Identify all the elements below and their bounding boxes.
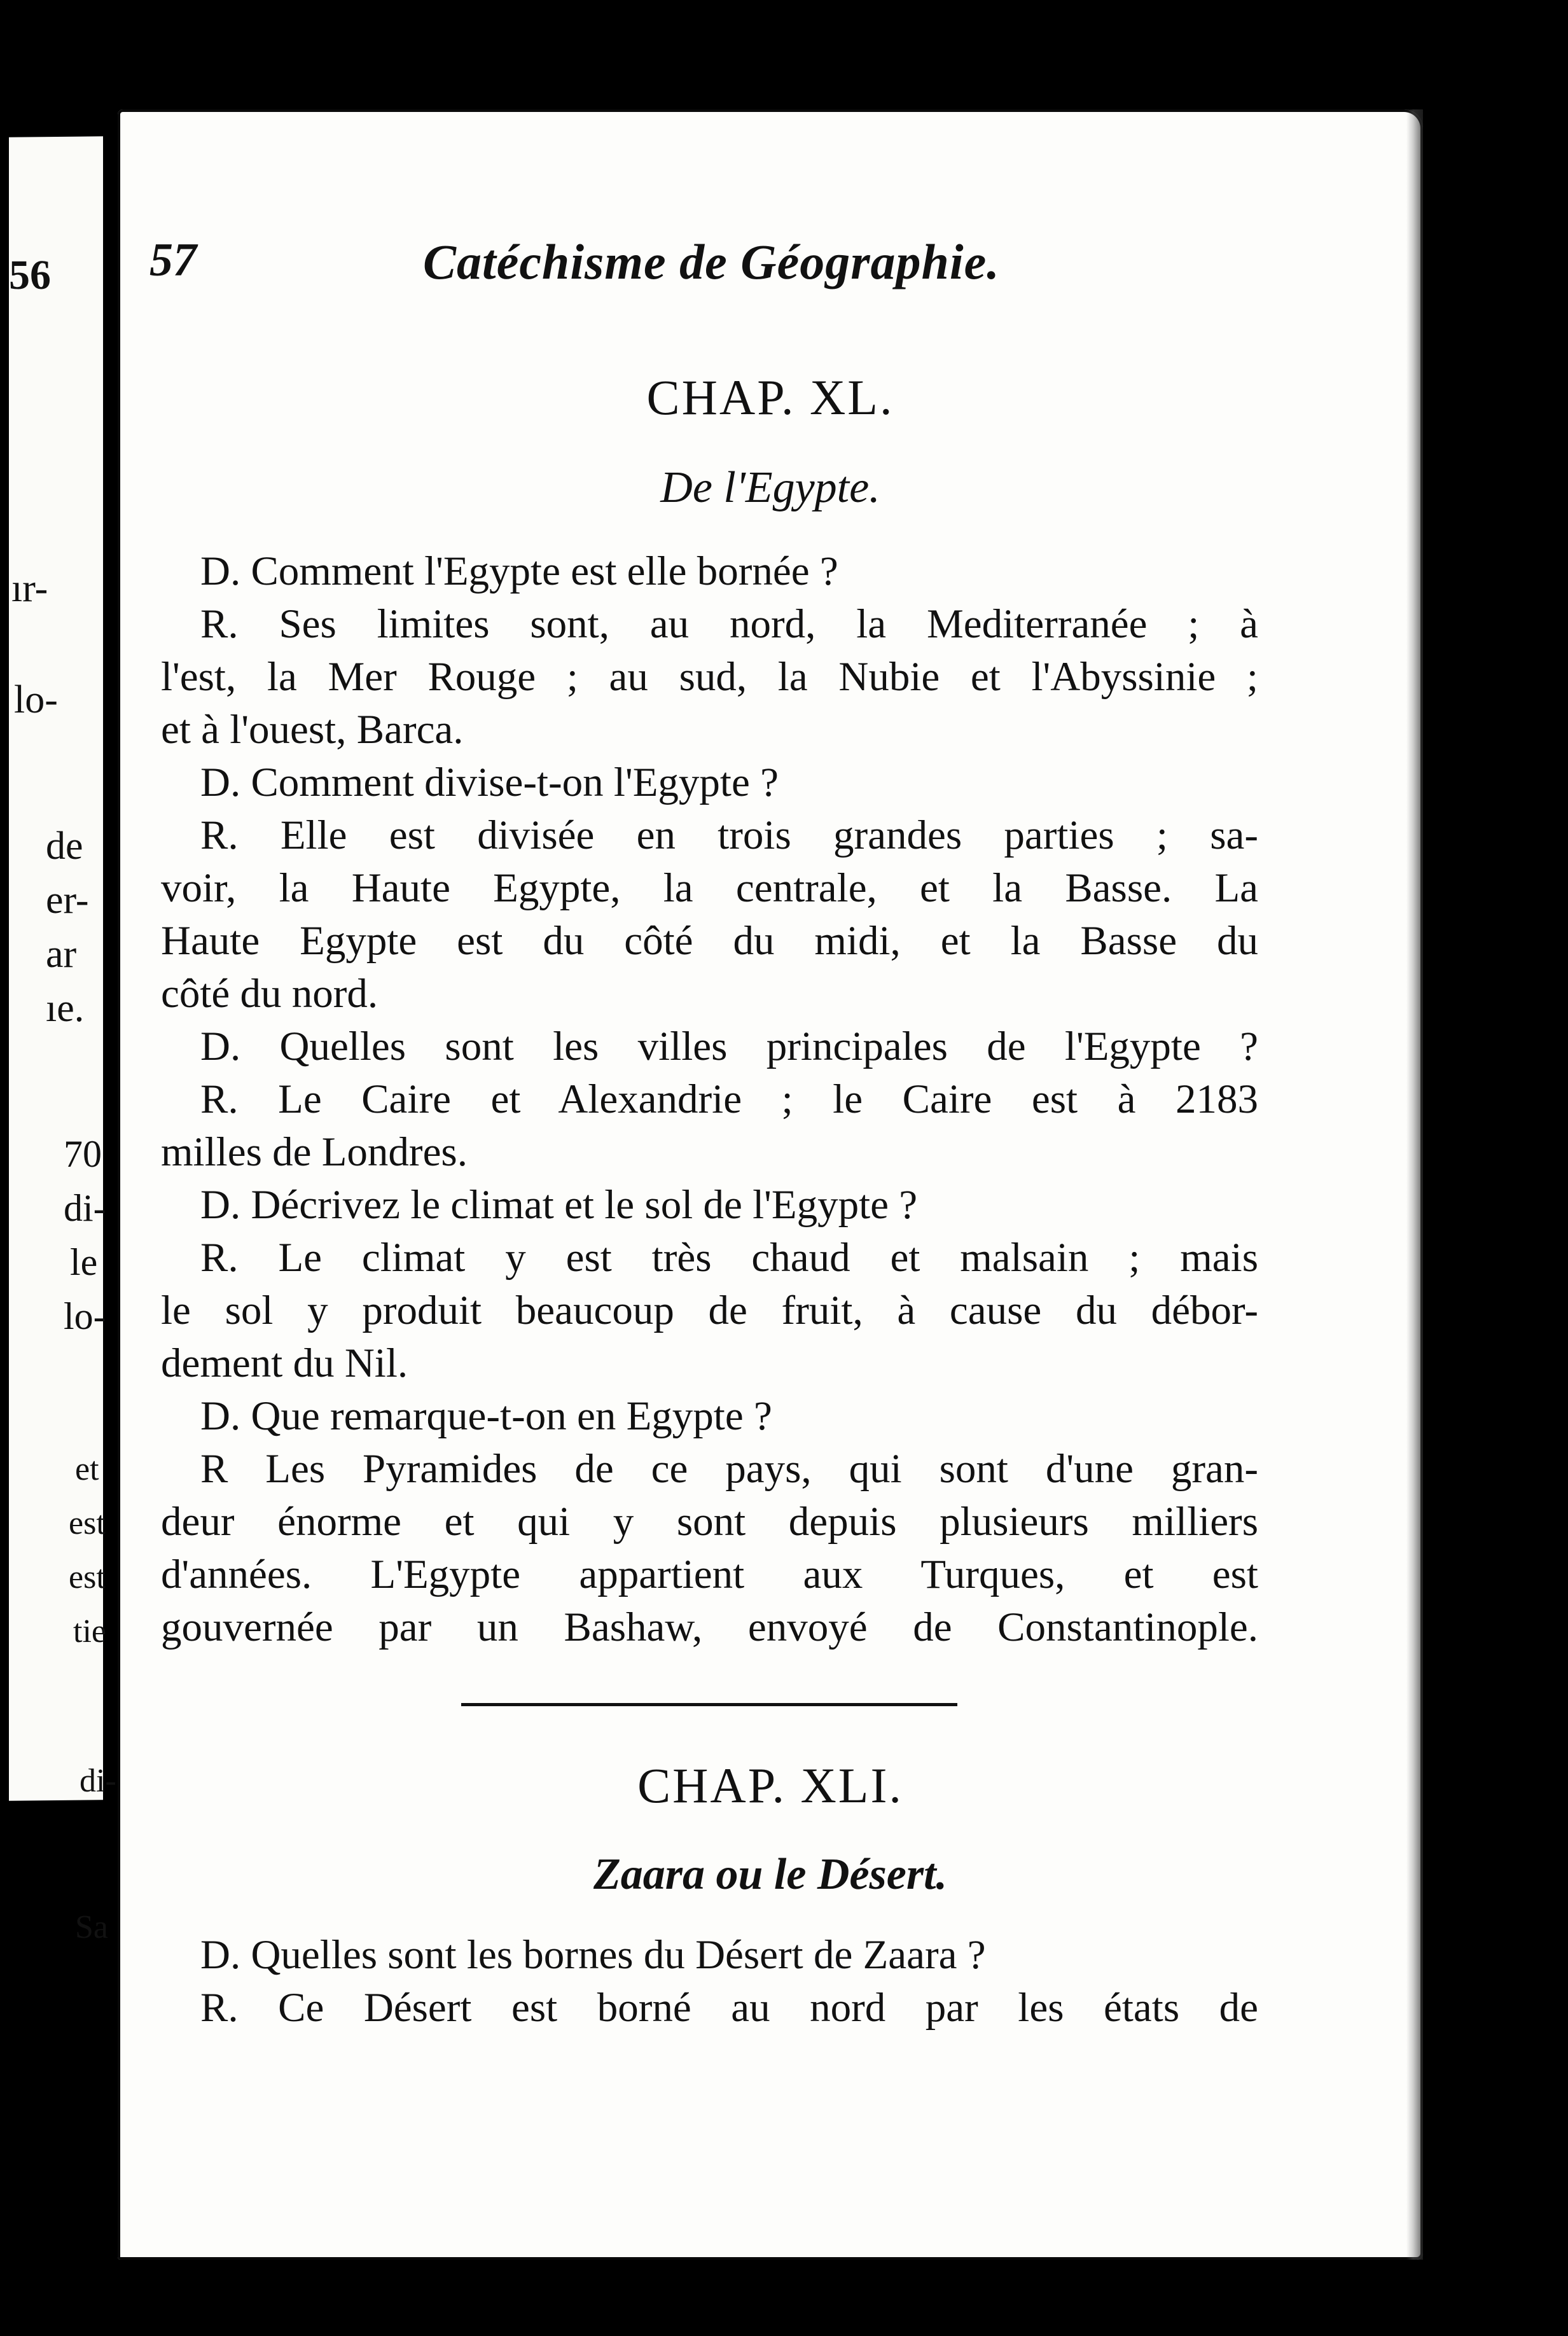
chapter-41-subtitle: Zaara ou le Désert.	[593, 1850, 948, 1899]
previous-page-fragment: di-	[64, 1187, 106, 1229]
text-line: dement du Nil.	[161, 1340, 408, 1386]
previous-page-fragment: est	[69, 1559, 106, 1596]
previous-page-fragment: Sa	[75, 1909, 108, 1945]
previous-page-fragment: ar	[46, 933, 77, 976]
page-number: 57	[149, 234, 197, 286]
previous-page-fragment: et	[75, 1451, 99, 1487]
previous-page-fragment: er-	[46, 879, 89, 922]
chapter-40-title: CHAP. XL.	[646, 370, 894, 425]
text-line: gouvernée par un Bashaw, envoyé de Constantinople.	[161, 1604, 1258, 1650]
text-line: R. Elle est divisée en trois grandes parties ; sa-	[200, 812, 1258, 858]
text-line: le sol y produit beaucoup de fruit, à cause du débor-	[161, 1288, 1258, 1333]
text-line: R. Ce Désert est borné au nord par les états de	[200, 1985, 1258, 2031]
section-divider	[461, 1703, 957, 1706]
text-line: D. Comment l'Egypte est elle bornée ?	[200, 548, 838, 594]
chapter-41-text	[161, 1929, 1258, 2034]
chapter-40-subtitle: De l'Egypte.	[660, 463, 880, 512]
text-line: côté du nord.	[161, 971, 378, 1017]
text-line: Haute Egypte est du côté du midi, et la Basse du	[161, 918, 1258, 964]
text-line: R Les Pyramides de ce pays, qui sont d'une gran-	[200, 1446, 1258, 1492]
previous-page-fragment: di-	[80, 1763, 116, 1799]
previous-page-fragment: 70	[64, 1133, 102, 1175]
text-line: voir, la Haute Egypte, la centrale, et la Basse. La	[161, 865, 1258, 911]
previous-page-fragment: de	[46, 824, 83, 868]
previous-page-fragment: ır-	[11, 567, 48, 610]
previous-page-fragment: tie	[73, 1613, 106, 1650]
previous-page-fragment: le	[70, 1241, 98, 1283]
text-line: D. Quelles sont les bornes du Désert de Zaara ?	[200, 1932, 986, 1978]
text-line: D. Décrivez le climat et le sol de l'Egypte ?	[200, 1182, 918, 1228]
previous-page-fragment: ıe.	[46, 987, 85, 1030]
page-edge-shadow	[1406, 109, 1423, 2260]
text-line: D. Quelles sont les villes principales de l'Egypte ?	[200, 1024, 1258, 1069]
previous-page-number: 56	[9, 252, 51, 298]
text-line: D. Comment divise-t-on l'Egypte ?	[200, 760, 779, 805]
text-line: R. Le Caire et Alexandrie ; le Caire est à 2183	[200, 1076, 1258, 1122]
previous-page-fragment: est	[69, 1505, 106, 1541]
text-line: deur énorme et qui y sont depuis plusieurs milliers	[161, 1499, 1258, 1545]
text-line: D. Que remarque-t-on en Egypte ?	[200, 1393, 772, 1439]
text-line: et à l'ouest, Barca.	[161, 707, 464, 753]
text-line: R. Ses limites sont, au nord, la Mediterranée ; à	[200, 601, 1258, 647]
text-line: milles de Londres.	[161, 1129, 468, 1175]
text-line: d'années. L'Egypte appartient aux Turques, et est	[161, 1552, 1258, 1597]
book-page	[118, 109, 1423, 2260]
chapter-40-text	[161, 545, 1258, 1654]
chapter-41-title: CHAP. XLI.	[637, 1758, 903, 1813]
running-head: Catéchisme de Géographie.	[423, 234, 1000, 289]
page-header	[118, 233, 1423, 303]
previous-page-fragment: lo-	[64, 1295, 106, 1337]
text-line: R. Le climat y est très chaud et malsain ; mais	[200, 1235, 1258, 1281]
previous-page-fragment: lo-	[14, 678, 58, 721]
text-line: l'est, la Mer Rouge ; au sud, la Nubie et l'Abyssinie ;	[161, 654, 1258, 700]
